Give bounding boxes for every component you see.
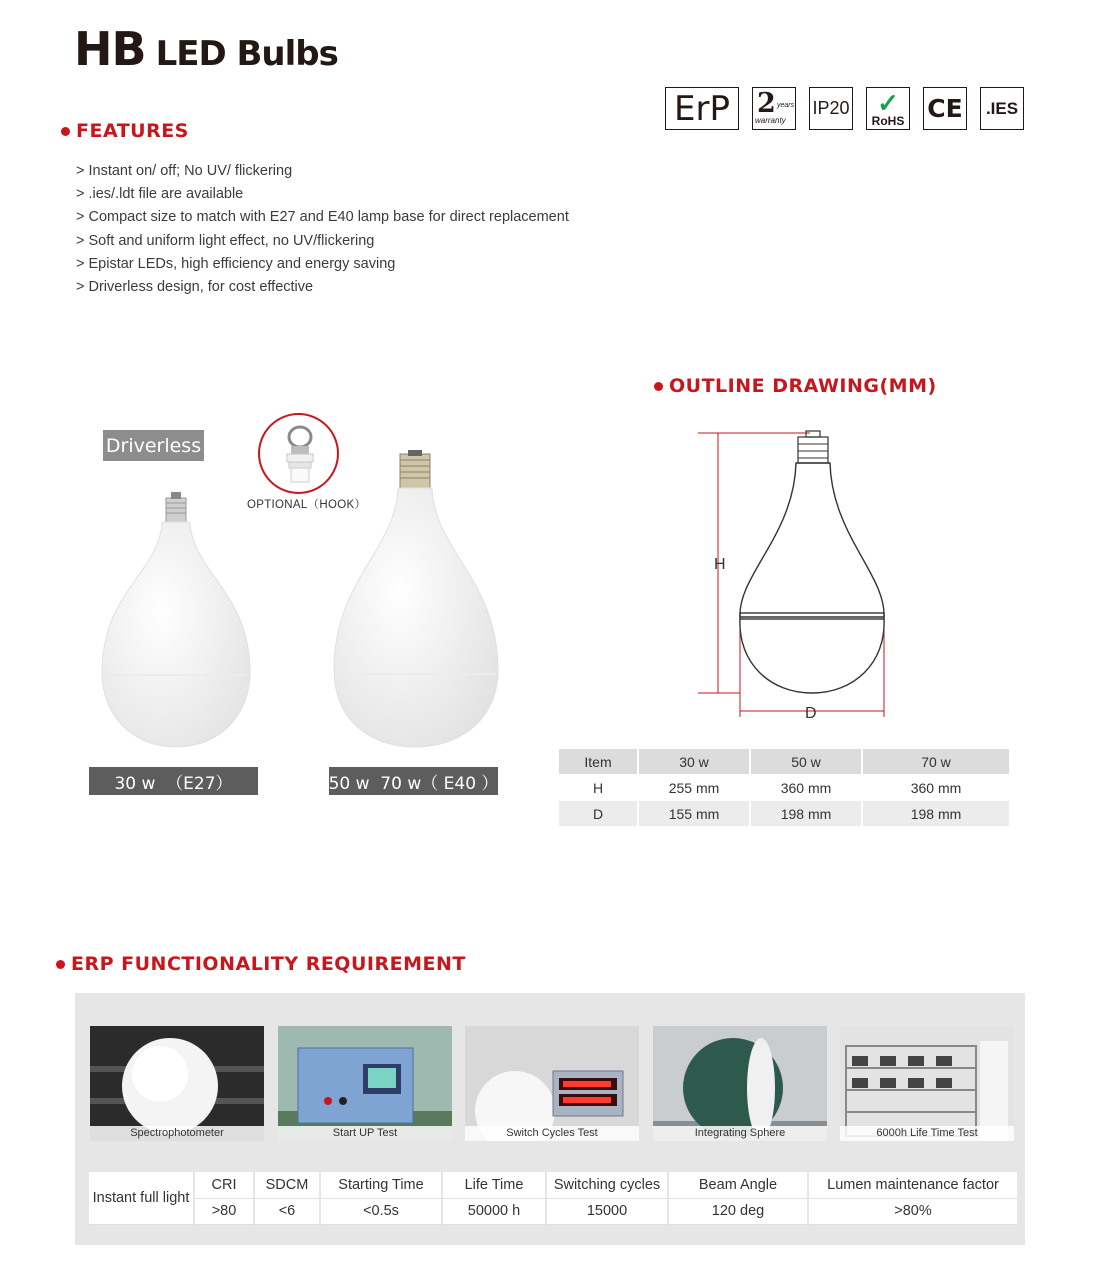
table-header-cell: Starting Time xyxy=(321,1172,443,1199)
caption-50w-70w: 50 w 70 w（ E40 ） xyxy=(329,767,498,795)
table-cell: 360 mm xyxy=(751,775,861,800)
title-model: HB xyxy=(74,22,146,76)
erp-heading xyxy=(56,953,466,975)
table-header-cell: SDCM xyxy=(255,1172,321,1199)
test-machine-icon xyxy=(278,1026,452,1141)
table-header-cell: Switching cycles xyxy=(547,1172,669,1199)
outline-heading-text: OUTLINE DRAWING(MM) xyxy=(669,375,937,397)
table-cell: 155 mm xyxy=(639,801,749,826)
hook-accessory-image xyxy=(258,413,339,494)
photo-switch-cycles-test xyxy=(465,1026,639,1141)
dimension-table xyxy=(557,748,1011,827)
page-title xyxy=(74,22,338,76)
table-cell: 198 mm xyxy=(863,801,1009,826)
table-header-cell: 30 w xyxy=(639,749,749,774)
photo-label: Spectrophotometer xyxy=(90,1126,264,1141)
hook-icon xyxy=(260,415,339,494)
table-header-row xyxy=(559,749,1009,774)
rohs-text: RoHS xyxy=(871,113,905,128)
feature-item: > Soft and uniform light effect, no UV/flickering xyxy=(76,232,375,249)
ies-badge-text: .IES xyxy=(985,98,1019,118)
table-row xyxy=(559,775,1009,800)
table-cell: <6 xyxy=(255,1199,321,1226)
warranty-word: warranty xyxy=(755,116,786,125)
erp-badge xyxy=(665,87,739,130)
table-cell: >80% xyxy=(809,1199,1017,1226)
table-row xyxy=(559,801,1009,826)
feature-item: > .ies/.ldt file are available xyxy=(76,186,244,203)
features-list xyxy=(76,160,569,299)
outline-drawing xyxy=(690,425,895,725)
feature-item: > Compact size to match with E27 and E40 lamp base for direct replacement xyxy=(76,209,569,226)
spectrophotometer-icon xyxy=(90,1026,264,1141)
ce-badge-text: CE xyxy=(927,94,963,123)
features-heading-text: FEATURES xyxy=(76,120,189,142)
table-cell: 50000 h xyxy=(443,1199,547,1226)
feature-item: > Driverless design, for cost effective xyxy=(76,279,314,296)
table-cell: 255 mm xyxy=(639,775,749,800)
warranty-years: years xyxy=(777,102,795,109)
outline-height-label: H xyxy=(714,556,726,573)
table-cell: >80 xyxy=(195,1199,255,1226)
table-cell: 198 mm xyxy=(751,801,861,826)
features-heading xyxy=(61,120,189,142)
photo-integrating-sphere xyxy=(653,1026,827,1141)
warranty-number: 2 xyxy=(757,88,776,119)
photo-life-time-test xyxy=(840,1026,1014,1141)
table-header-cell: Item xyxy=(559,749,637,774)
photo-spectrophotometer xyxy=(90,1026,264,1141)
photo-startup-test xyxy=(278,1026,452,1141)
photo-label: Switch Cycles Test xyxy=(465,1126,639,1141)
table-header-cell: CRI xyxy=(195,1172,255,1199)
title-product: LED Bulbs xyxy=(155,34,338,74)
feature-item: > Instant on/ off; No UV/ flickering xyxy=(76,163,293,179)
feature-item: > Epistar LEDs, high efficiency and energy saving xyxy=(76,255,396,272)
table-cell: H xyxy=(559,775,637,800)
table-header-cell: 50 w xyxy=(751,749,861,774)
outline-heading xyxy=(654,375,937,397)
erp-requirement-table xyxy=(89,1172,1017,1225)
table-row xyxy=(89,1199,1017,1226)
ies-badge xyxy=(980,87,1024,130)
table-row xyxy=(89,1172,1017,1199)
bulb-30w-image xyxy=(100,492,252,750)
table-cell: <0.5s xyxy=(321,1199,443,1226)
photo-label: Integrating Sphere xyxy=(653,1126,827,1141)
bullet-dot-icon xyxy=(654,382,663,391)
bullet-dot-icon xyxy=(56,960,65,969)
rohs-badge xyxy=(866,87,910,130)
table-header-cell: Beam Angle xyxy=(669,1172,809,1199)
certification-badges xyxy=(665,87,1024,130)
erp-heading-text: ERP FUNCTIONALITY REQUIREMENT xyxy=(71,953,466,975)
integrating-sphere-icon xyxy=(653,1026,827,1141)
ip-badge-text: IP20 xyxy=(812,98,850,118)
photo-label: Start UP Test xyxy=(278,1126,452,1141)
photo-label: 6000h Life Time Test xyxy=(840,1126,1014,1141)
erp-badge-text: ErP xyxy=(674,88,730,129)
bullet-dot-icon xyxy=(61,127,70,136)
table-cell: 360 mm xyxy=(863,775,1009,800)
table-cell: 120 deg xyxy=(669,1199,809,1226)
warranty-badge xyxy=(752,87,796,130)
table-header-cell: 70 w xyxy=(863,749,1009,774)
ip-badge xyxy=(809,87,853,130)
ce-badge xyxy=(923,87,967,130)
table-header-cell: Life Time xyxy=(443,1172,547,1199)
outline-diameter-label: D xyxy=(805,705,817,722)
table-cell: D xyxy=(559,801,637,826)
aging-rack-icon xyxy=(840,1026,1014,1141)
checkmark-icon: ✓ xyxy=(877,87,899,118)
optional-hook-label: OPTIONAL（HOOK） xyxy=(247,499,367,511)
switch-tester-icon xyxy=(465,1026,639,1141)
table-header-cell: Lumen maintenance factor xyxy=(809,1172,1017,1199)
caption-30w: 30 w （E27） xyxy=(89,767,258,795)
row-label-cell: Instant full light xyxy=(89,1172,195,1225)
bulb-50w-70w-image xyxy=(332,450,500,750)
table-cell: 15000 xyxy=(547,1199,669,1226)
driverless-label: Driverless xyxy=(103,430,204,461)
